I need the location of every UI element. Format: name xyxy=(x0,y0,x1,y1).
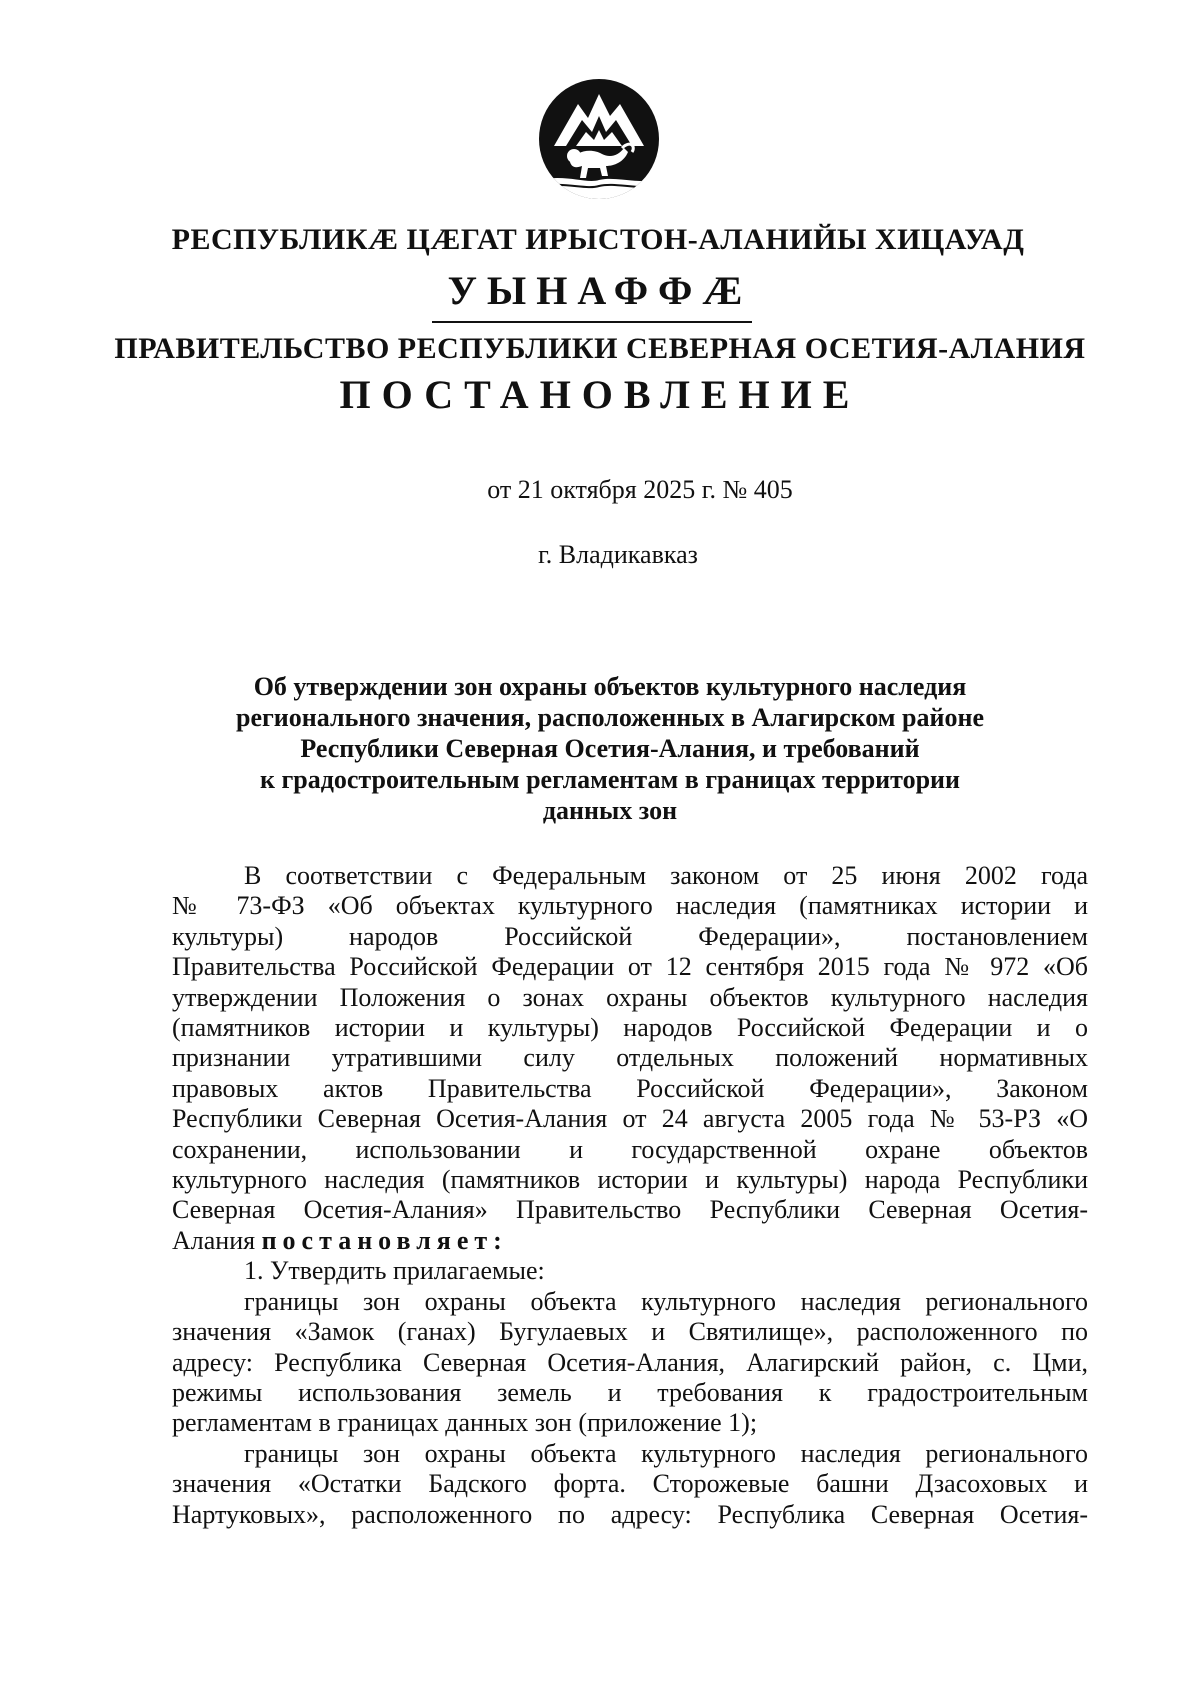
decree-operative-word: постановляет: xyxy=(261,1225,508,1255)
header-divider xyxy=(432,321,752,323)
para1-line: режимы использования земель и требования к градостроительным xyxy=(172,1377,1088,1407)
coat-of-arms-emblem-icon xyxy=(536,76,662,202)
title-line: Республики Северная Осетия-Алания, и требований xyxy=(300,734,920,763)
decree-city: г. Владикавказ xyxy=(538,540,698,569)
para1-line: значения «Замок (ганах) Бугулаевых и Святилище», расположенного по xyxy=(172,1317,1088,1347)
para2-line: границы зон охраны объекта культурного наследия регионального xyxy=(244,1438,1088,1468)
preamble-last-line xyxy=(172,1226,1088,1256)
preamble-line: культуры) народов Российской Федерации», постановлением xyxy=(172,921,1088,951)
preamble-line: Правительства Российской Федерации от 12 сентября 2015 года № 972 «Об xyxy=(172,952,1088,982)
preamble-line: культурного наследия (памятников истории и культуры) народа Республики xyxy=(172,1165,1088,1195)
decree-date-number: от 21 октября 2025 г. № 405 xyxy=(487,475,793,504)
preamble-line: (памятников истории и культуры) народов Российской Федерации и о xyxy=(172,1013,1088,1043)
preamble-line: В соответствии с Федеральным законом от 25 июня 2002 года xyxy=(244,861,1088,890)
para2-line: значения «Остатки Бадского форта. Сторожевые башни Дзасоховых и xyxy=(172,1469,1088,1499)
title-line: данных зон xyxy=(542,796,678,825)
preamble-line: признании утратившими силу отдельных положений нормативных xyxy=(172,1043,1088,1073)
preamble-line: № 73-ФЗ «Об объектах культурного наследия (памятниках истории и xyxy=(172,891,1088,921)
title-line: регионального значения, расположенных в Алагирском районе xyxy=(236,703,984,732)
title-line: к градостроительным регламентам в границах территории xyxy=(259,765,961,794)
preamble-line: утверждении Положения о зонах охраны объектов культурного наследия xyxy=(172,982,1088,1012)
russian-document-type: ПОСТАНОВЛЕНИЕ xyxy=(339,372,861,417)
preamble-line: правовых актов Правительства Российской Федерации», Законом xyxy=(172,1073,1088,1103)
preamble-line: Северная Осетия-Алания» Правительство Республики Северная Осетия- xyxy=(172,1195,1088,1225)
ossetian-authority-heading: РЕСПУБЛИКӔ ЦӔГАТ ИРЫСТОН-АЛАНИЙЫ ХИЦАУАД xyxy=(171,223,1025,256)
decree-title xyxy=(160,671,1060,826)
ossetian-document-type: УЫНАФФӔ xyxy=(447,268,753,313)
para1-line: адресу: Республика Северная Осетия-Алания, Алагирский район, с. Цми, xyxy=(172,1347,1088,1377)
para2-line: Нартуковых», расположенного по адресу: Республика Северная Осетия- xyxy=(172,1499,1088,1529)
para1-line: границы зон охраны объекта культурного наследия регионального xyxy=(244,1286,1088,1316)
para1-line: регламентам в границах данных зон (приложение 1); xyxy=(172,1408,758,1438)
title-line: Об утверждении зон охраны объектов культурного наследия xyxy=(253,672,967,701)
preamble-line: Республики Северная Осетия-Алания от 24 августа 2005 года № 53-РЗ «О xyxy=(172,1104,1088,1134)
preamble-last-word: Алания xyxy=(172,1225,256,1255)
russian-authority-heading: ПРАВИТЕЛЬСТВО РЕСПУБЛИКИ СЕВЕРНАЯ ОСЕТИЯ-АЛАНИЯ xyxy=(114,332,1086,365)
decree-body xyxy=(172,861,1088,1530)
item-1: 1. Утвердить прилагаемые: xyxy=(244,1256,545,1286)
preamble-line: сохранении, использовании и государственной охране объектов xyxy=(172,1134,1088,1164)
